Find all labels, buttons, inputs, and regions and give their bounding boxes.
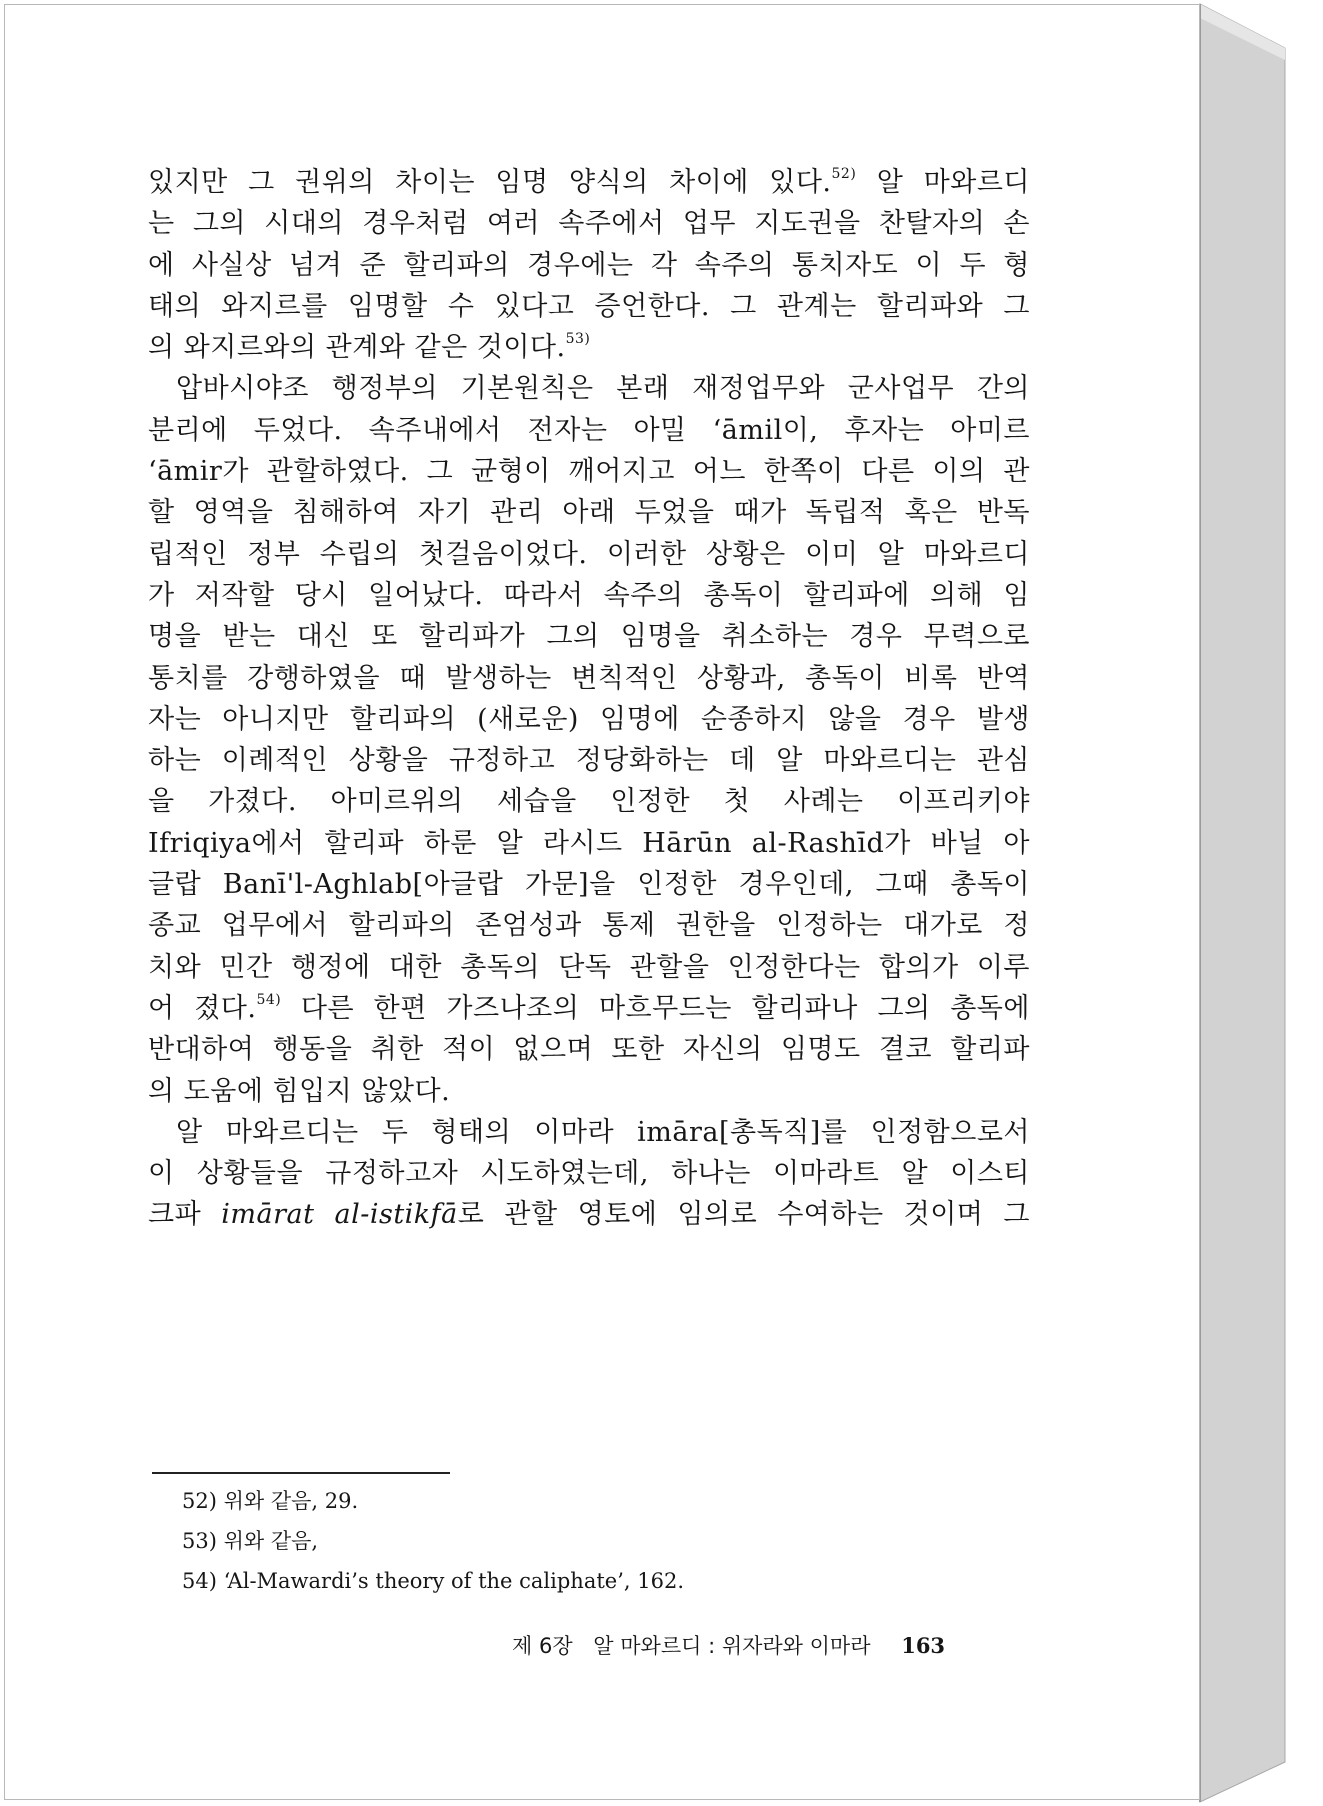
text-line: 반대하여 행동을 취한 적이 없으며 또한 자신의 임명도 결코 할리파: [148, 1034, 1030, 1066]
page-number: 163: [901, 1633, 946, 1658]
footnote-ref-54: 54): [256, 991, 282, 1008]
text-line: 는 그의 시대의 경우처럼 여러 속주에서 업무 지도권을 찬탈자의 손: [148, 208, 1030, 240]
footnote-ref-53: 53): [565, 331, 591, 348]
text-line: 을 가졌다. 아미르위의 세습을 인정한 첫 사례는 이프리키야: [148, 786, 1030, 818]
text-line: 있지만 그 권위의 차이는 임명 양식의 차이에 있다.$^{52)}$ 알 마와르디: [148, 166, 1030, 198]
body-text: [148, 162, 1030, 1236]
footnotes: [182, 1481, 684, 1601]
text-line: 립적인 정부 수립의 첫걸음이었다. 이러한 상황은 이미 알 마와르디: [148, 538, 1030, 570]
running-footer: [512, 1630, 959, 1660]
text-line: 태의 와지르를 임명할 수 있다고 증언한다. 그 관계는 할리파와 그: [148, 290, 1030, 322]
footnote-53: 53) 위와 같음,: [182, 1529, 319, 1553]
text-line: 명을 받는 대신 또 할리파가 그의 임명을 취소하는 경우 무력으로: [148, 621, 1030, 653]
text-line: 하는 이례적인 상황을 규정하고 정당화하는 데 알 마와르디는 관심: [148, 745, 1030, 777]
text-line: 글랍 Banī'l-Aghlab[아글랍 가문]을 인정한 경우인데, 그때 총독이: [148, 869, 1030, 901]
italic-term: imārat al-istikfā: [221, 1199, 458, 1231]
chapter-label: 제 6장: [512, 1634, 573, 1658]
chapter-title: 알 마와르디 : 위자라와 이마라: [593, 1634, 871, 1658]
text-line: 이 상황들을 규정하고자 시도하였는데, 하나는 이마라트 알 이스티: [148, 1158, 1030, 1190]
footnote-54: 54) ‘Al-Mawardi’s theory of the caliphate’, 162.: [182, 1569, 685, 1593]
text-line: 종교 업무에서 할리파의 존엄성과 통제 권한을 인정하는 대가로 정: [148, 910, 1030, 942]
footnote-ref-52: 52): [831, 166, 857, 182]
paragraph-start-line: 알 마와르디는 두 형태의 이마라 imāra[총독직]를 인정함으로서: [176, 1116, 1030, 1148]
footnote-52: 52) 위와 같음, 29.: [182, 1489, 359, 1513]
text-line: 통치를 강행하였을 때 발생하는 변칙적인 상황과, 총독이 비록 반역: [148, 662, 1030, 694]
text-line: ‘āmir가 관할하였다. 그 균형이 깨어지고 어느 한쪽이 다른 이의 관: [148, 456, 1030, 488]
text-line: 의 와지르와의 관계와 같은 것이다.$^{53)}$: [148, 331, 591, 364]
text-line: 치와 민간 행정에 대한 총독의 단독 관할을 인정한다는 합의가 이루: [148, 951, 1030, 983]
text-line: 가 저작할 당시 일어났다. 따라서 속주의 총독이 할리파에 의해 임: [148, 579, 1030, 611]
text-line: Ifriqiya에서 할리파 하룬 알 라시드 Hārūn al-Rashīd가 바닐 아: [148, 827, 1030, 859]
text-line: 할 영역을 침해하여 자기 관리 아래 두었을 때가 독립적 혹은 반독: [148, 497, 1030, 529]
text-line: 분리에 두었다. 속주내에서 전자는 아밀 ‘āmil이, 후자는 아미르: [148, 414, 1030, 446]
text-line: 어 졌다.$^{54)}$ 다른 한편 가즈나조의 마흐무드는 할리파나 그의 총독에: [148, 991, 1030, 1024]
text-line: 의 도움에 힘입지 않았다.: [148, 1075, 451, 1107]
footnote-divider: [152, 1472, 450, 1474]
text-line: 크파 imārat al-istikfā로 관할 영토에 임의로 수여하는 것이며 그: [148, 1199, 1030, 1231]
text-line: 자는 아니지만 할리파의 (새로운) 임명에 순종하지 않을 경우 발생: [148, 703, 1030, 735]
text-line: 에 사실상 넘겨 준 할리파의 경우에는 각 속주의 통치자도 이 두 형: [148, 249, 1030, 281]
paragraph-start-line: 압바시야조 행정부의 기본원칙은 본래 재정업무와 군사업무 간의: [176, 373, 1030, 405]
